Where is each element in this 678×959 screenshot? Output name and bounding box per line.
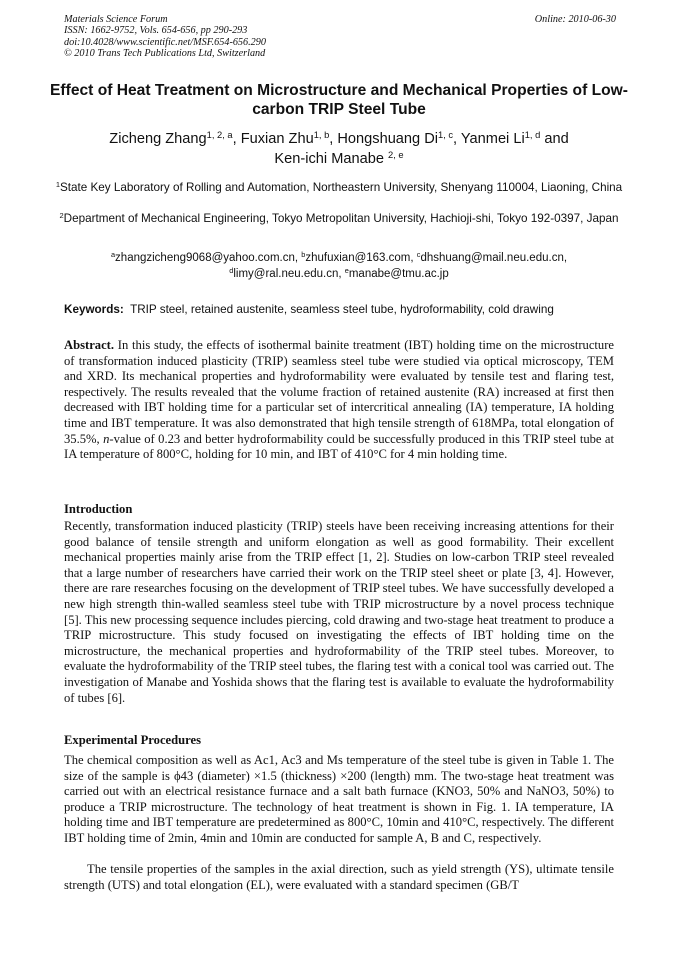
affiliation-text: State Key Laboratory of Rolling and Automation, Northeastern University, Shenyang 110004, Liaoning, China — [59, 181, 623, 194]
online-date: Online: 2010-06-30 — [534, 14, 616, 25]
introduction-heading: Introduction — [64, 502, 133, 516]
experimental-paragraph-2: The tensile properties of the samples in the axial direction, such as yield strength (YS), ultimate tensile strength (UTS) and total elongation (EL), were evaluated with a standard specimen (GB/T — [64, 862, 614, 892]
email-sup: c — [416, 249, 421, 259]
email-address: limy@ral.neu.edu.cn — [233, 267, 339, 280]
author-sup: 1, 2, a — [206, 129, 233, 140]
keywords-line — [64, 302, 624, 317]
authors-conjunction: and — [544, 131, 569, 147]
copyright-line: © 2010 Trans Tech Publications Ltd, Switzerland — [64, 48, 266, 60]
abstract-text-end: -value of 0.23 and better hydroformability could be successfully produced in this TRIP steel tube at IA temperature of 800°C, holding for 10 min, and IBT of 410°C for 4 min holding time. — [64, 431, 614, 462]
author-sup: 1, b — [313, 129, 330, 140]
author-name: Zicheng Zhang — [109, 131, 207, 147]
email-list: $^a$zhangzicheng9068@yahoo.com.cn, $^b$zhufuxian@163.com, $^c$dhshuang@mail.neu.edu.cn, $^d$limy@ral.neu.edu.cn, $^e$manabe@tmu.ac.jp — [110, 249, 568, 280]
issn-line: ISSN: 1662-9752, Vols. 654-656, pp 290-293 — [64, 25, 248, 37]
experimental-heading: Experimental Procedures — [64, 733, 201, 747]
email-sup: e — [344, 265, 349, 275]
journal-header — [64, 14, 616, 60]
author-name: Hongshuang Di — [337, 131, 438, 147]
journal-name: Materials Science Forum — [64, 14, 168, 25]
email-address: dhshuang@mail.neu.edu.cn — [420, 252, 564, 264]
author-name: Ken-ichi Manabe — [274, 151, 384, 167]
email-address: zhangzicheng9068@yahoo.com.cn — [115, 252, 295, 264]
author-sup: 1, d — [524, 129, 541, 140]
abstract-text: In this study, the effects of isothermal bainite treatment (IBT) holding time on the microstructure of transformation induced plasticity (TRIP) seamless steel tube were studied via optical microscopy, TEM and XRD. Its mechanical properties and hydroformability were evaluated by tensile test and flaring test, respectively. The results revealed that the volume fraction of retained austenite (RA) increased at first then decreased with IBT holding time for a particular set of intercritical annealing (IA) temperature, IA holding time and IBT temperature. It was also demonstrated that high tensile strength of 618MPa, total elongation of 35.5%, — [64, 338, 615, 446]
affiliation-1 — [40, 180, 638, 196]
abstract-label: Abstract. — [64, 338, 115, 352]
email-address: manabe@tmu.ac.jp — [348, 267, 449, 280]
affiliation-sup: 2 — [59, 210, 64, 220]
affiliation-sup: 1 — [55, 179, 60, 189]
experimental-paragraph-1: The chemical composition as well as Ac1, Ac3 and Ms temperature of the steel tube is given in Table 1. The size of the sample is ϕ43 (diameter) ×1.5 (thickness) ×200 (length) mm. The two-stage heat treatment was carried out with an electrical resistance furnace and a salt bath furnace (KNO3, 50% and NaNO3, 50%) to produce a TRIP microstructure. The technology of heat treatment is shown in Fig. 1. IA temperature, IA holding time and IBT temperature are predetermined as 800°C, 10min and 410°C, respectively. The different IBT holding time of 2min, 4min and 10min are conducted for sample A, B and C, respectively. — [64, 753, 614, 845]
author-sup: 2, e — [388, 149, 404, 160]
email-sup: b — [301, 249, 306, 259]
affiliation-text: Department of Mechanical Engineering, Tokyo Metropolitan University, Hachioji-shi, Tokyo 192-0397, Japan — [63, 212, 619, 225]
affiliation-2 — [40, 211, 638, 227]
keywords-text: TRIP steel, retained austenite, seamless steel tube, hydroformability, cold drawing — [130, 303, 554, 316]
n-value-symbol: n — [103, 431, 110, 446]
email-sup: d — [229, 265, 234, 275]
email-sup: a — [110, 249, 116, 259]
email-address: zhufuxian@163.com — [305, 252, 411, 264]
author-sup: 1, c — [438, 129, 454, 140]
paper-title: Effect of Heat Treatment on Microstructure and Mechanical Properties of Low-carbon TRIP Steel Tube — [50, 82, 628, 118]
author-name: Yanmei Li — [460, 131, 525, 147]
author-list: Zicheng Zhang$^{1, 2, a}$, Fuxian Zhu$^{1, b}$, Hongshuang Di$^{1, c}$, Yanmei Li$^{1, d}$ and Ken-ichi Manabe $^{2, e}$ — [109, 129, 569, 167]
author-name: Fuxian Zhu — [240, 131, 314, 147]
keywords-label: Keywords: — [64, 303, 124, 316]
doi-line: doi:10.4028/www.scientific.net/MSF.654-656.290 — [64, 36, 266, 48]
abstract-paragraph — [64, 338, 614, 463]
introduction-paragraph: Recently, transformation induced plasticity (TRIP) steels have been receiving increasing attentions for their good balance of tensile strength and uniform elongation as well as good formability. Their excellent mechanical properties mainly arise from the TRIP effect [1, 2]. Studies on low-carbon TRIP steel revealed that a large number of researchers have carried their work on the TRIP steel sheet or plate [3, 4]. However, there are rare researches focusing on the development of TRIP steel tubes. We have successfully developed a new high strength thin-walled seamless steel tube with TRIP microstructure by a novel process technique [5]. This new processing sequence includes piercing, cold drawing and two-stage heat treatment to produce a TRIP microstructure. This study focused on investigating the effects of IBT holding time on the microstructure, the mechanical properties and hydroformability of the TRIP steel tubes. Moreover, to evaluate the hydroformability of the TRIP steel tubes, the flaring test with a conical tool was carried out. The investigation of Manabe and Yoshida shows that the flaring test is available to evaluate the hydroformability of tubes [6]. — [64, 519, 614, 705]
